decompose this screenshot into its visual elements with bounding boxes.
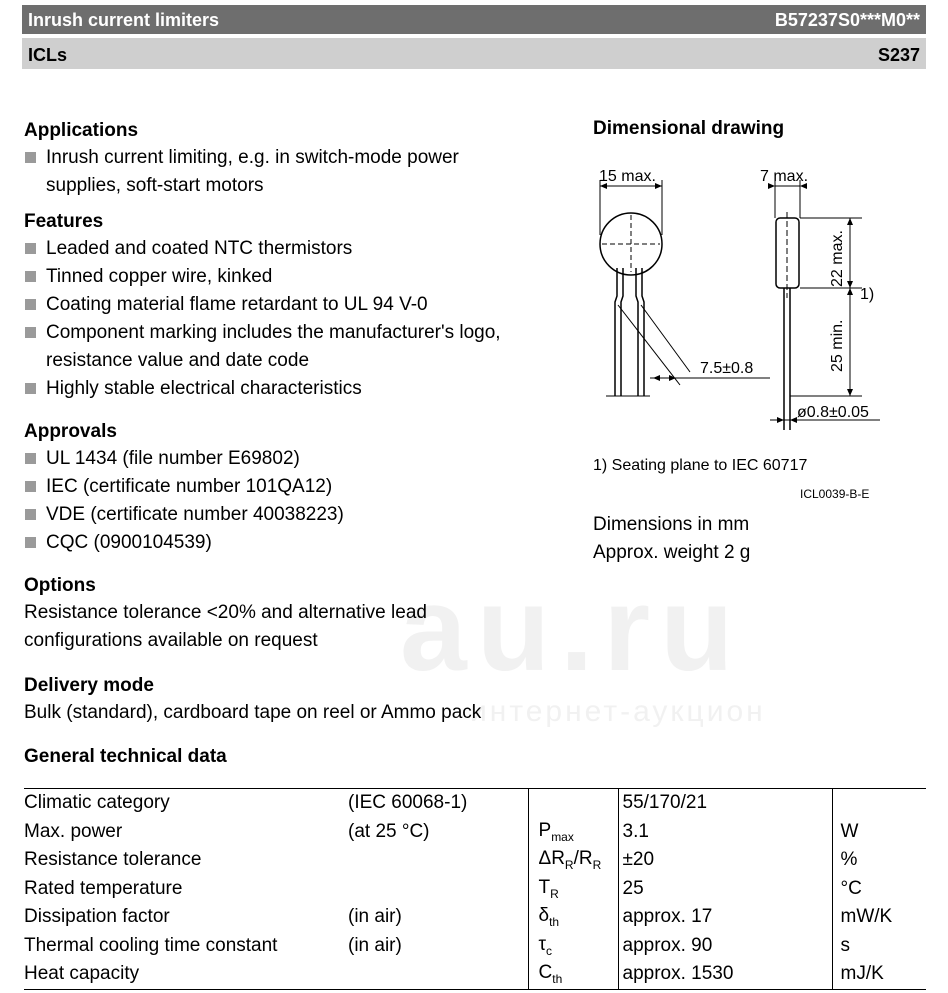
condition-cell [348, 846, 528, 875]
symbol-subscript: R [550, 886, 559, 901]
bullet-square-icon [25, 537, 36, 548]
symbol-text: ΔR [538, 848, 565, 870]
symbol-cell [528, 846, 618, 875]
condition-cell: (at 25 °C) [348, 818, 528, 847]
symbol-text: δ [538, 905, 550, 927]
param-cell: Resistance tolerance [24, 849, 202, 871]
condition-cell [348, 875, 528, 904]
label-height: 22 max. [829, 230, 846, 287]
drawing-code: ICL0039-B-E [800, 487, 870, 501]
table-row [24, 903, 926, 932]
unit-cell: W [840, 820, 859, 842]
value-cell: approx. 90 [618, 932, 832, 961]
condition-cell: (in air) [348, 932, 528, 961]
dimensional-drawing [0, 0, 948, 460]
condition-cell: (IEC 60068-1) [348, 789, 528, 818]
table-row [24, 960, 926, 989]
symbol-subscript: R [564, 858, 574, 873]
list-item: Tinned copper wire, kinked [24, 263, 524, 291]
condition-cell [348, 960, 528, 989]
table-row [24, 846, 926, 875]
symbol-subscript: c [546, 943, 553, 958]
pitch-leader [641, 305, 690, 372]
param-cell: Thermal cooling time constant [24, 934, 278, 956]
value-cell: approx. 17 [618, 903, 832, 932]
lead-left [621, 268, 623, 396]
drawing-heading: Dimensional drawing [593, 118, 785, 139]
label-lead-length: 25 min. [829, 319, 846, 372]
list-item: Highly stable electrical characteristics [24, 375, 524, 403]
unit-cell [832, 789, 926, 818]
symbol-cell [528, 903, 618, 932]
list-item: VDE (certificate number 40038223) [24, 501, 524, 529]
symbol-text: C [538, 962, 553, 984]
table-row [24, 932, 926, 961]
lead-left [615, 268, 617, 396]
symbol-cell [528, 818, 618, 847]
param-cell: Rated temperature [24, 877, 183, 899]
label-width: 15 max. [599, 168, 656, 185]
technical-table [24, 788, 926, 990]
symbol-cell [528, 789, 618, 818]
symbol-cell [528, 875, 618, 904]
symbol-subscript: max [551, 829, 574, 844]
list-item: IEC (certificate number 101QA12) [24, 473, 524, 501]
lead-right [642, 268, 644, 396]
features-heading: Features [24, 211, 104, 232]
options-section [24, 573, 494, 655]
dimensions-block [593, 511, 750, 567]
doc-title: Inrush current limiters [28, 10, 220, 30]
options-text: Resistance tolerance <20% and alternative lead configurations available on request [24, 602, 427, 651]
label-thickness: 7 max. [760, 168, 809, 185]
unit-cell: °C [840, 877, 862, 899]
symbol-cell [528, 932, 618, 961]
table-row [24, 818, 926, 847]
list-item: Inrush current limiting, e.g. in switch-mode power supplies, soft-start motors [24, 144, 524, 200]
value-cell: 3.1 [618, 818, 832, 847]
category-label: ICLs [28, 45, 68, 65]
value-cell: approx. 1530 [618, 960, 832, 989]
options-heading: Options [24, 575, 96, 596]
symbol-subscript: th [549, 915, 560, 930]
symbol-text: P [538, 819, 552, 841]
approvals-list [24, 445, 524, 557]
unit-cell: % [840, 849, 858, 871]
unit-cell: s [840, 934, 850, 956]
lead-right [636, 268, 638, 396]
watermark-subtitle: интернет-аукцион [470, 695, 766, 728]
label-footnote-ref: 1) [860, 286, 875, 303]
symbol-text: τ [538, 933, 547, 955]
weight-note: Approx. weight 2 g [593, 542, 751, 563]
list-item: Coating material flame retardant to UL 94 V-0 [24, 291, 524, 319]
value-cell: 55/170/21 [618, 789, 832, 818]
label-pitch: 7.5±0.8 [700, 360, 754, 377]
param-cell: Max. power [24, 820, 123, 842]
param-cell: Climatic category [24, 792, 170, 814]
value-cell: 25 [618, 875, 832, 904]
delivery-text: Bulk (standard), cardboard tape on reel or Ammo pack [24, 702, 482, 723]
list-item: Leaded and coated NTC thermistors [24, 235, 524, 263]
series-label: S237 [877, 45, 920, 65]
value-cell: ±20 [618, 846, 832, 875]
technical-heading: General technical data [24, 746, 227, 767]
drawing-footnote: 1) Seating plane to IEC 60717 [593, 457, 808, 474]
table-row [24, 789, 926, 818]
param-cell: Dissipation factor [24, 906, 170, 928]
applications-heading: Applications [24, 120, 139, 141]
symbol-cell [528, 960, 618, 989]
param-cell: Heat capacity [24, 963, 140, 985]
label-lead-diameter: ø0.8±0.05 [797, 404, 869, 421]
condition-cell: (in air) [348, 903, 528, 932]
approvals-heading: Approvals [24, 421, 117, 442]
list-item: CQC (0900104539) [24, 529, 524, 557]
delivery-heading: Delivery mode [24, 675, 154, 696]
list-item: UL 1434 (file number E69802) [24, 445, 524, 473]
bullet-square-icon [25, 481, 36, 492]
symbol-text: T [538, 876, 551, 898]
technical-section [24, 744, 227, 770]
watermark: au.ru [400, 562, 744, 696]
dimensions-note: Dimensions in mm [593, 514, 750, 535]
table-row [24, 875, 926, 904]
part-number: B57237S0***M0** [774, 10, 920, 30]
delivery-section [24, 673, 584, 727]
unit-cell: mW/K [840, 906, 893, 928]
symbol-subscript: R [592, 858, 602, 873]
symbol-text: /R [573, 848, 593, 870]
symbol-subscript: th [552, 972, 563, 987]
unit-cell: mJ/K [840, 963, 884, 985]
bullet-square-icon [25, 509, 36, 520]
list-item: Component marking includes the manufacturer's logo, resistance value and date code [24, 319, 524, 375]
